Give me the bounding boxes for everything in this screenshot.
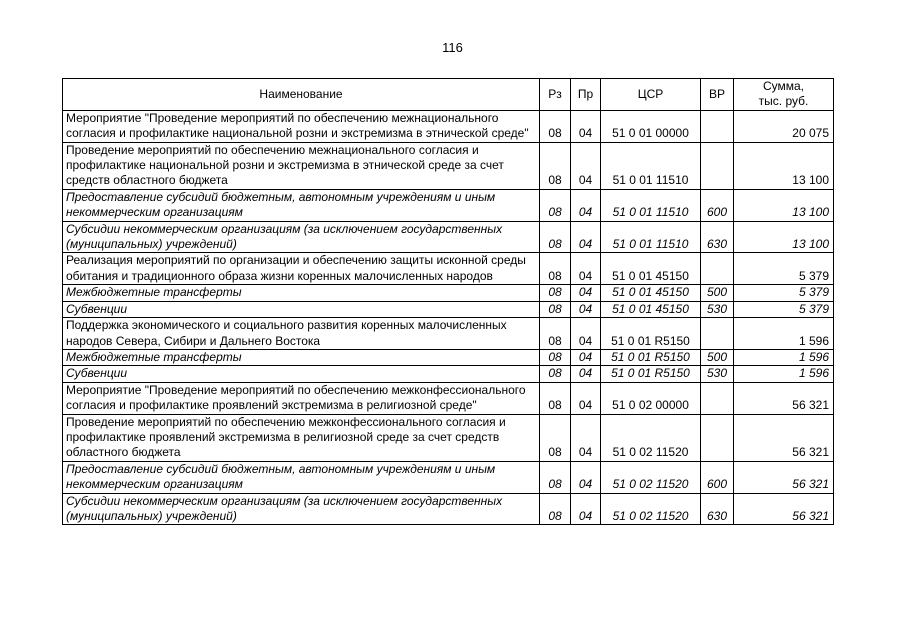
cell-sum: 56 321: [734, 461, 834, 493]
cell-vr: 630: [701, 493, 734, 525]
cell-sum: 1 596: [734, 349, 834, 365]
cell-name: Предоставление субсидий бюджетным, автономным учреждениям и иным некоммерческим организациям: [63, 461, 540, 493]
table-header-row: [63, 79, 834, 111]
cell-rz: 08: [540, 461, 571, 493]
cell-vr: [701, 142, 734, 189]
table-body: [63, 110, 834, 525]
page-number: 116: [442, 40, 463, 55]
table-row: [63, 366, 834, 382]
cell-sum: 5 379: [734, 253, 834, 285]
table-row: [63, 318, 834, 350]
cell-rz: 08: [540, 189, 571, 221]
cell-vr: [701, 110, 734, 142]
header-csr: ЦСР: [601, 79, 701, 111]
cell-csr: 51 0 01 R5150: [601, 318, 701, 350]
cell-rz: 08: [540, 493, 571, 525]
cell-rz: 08: [540, 414, 571, 461]
cell-sum: 13 100: [734, 221, 834, 253]
cell-sum: 5 379: [734, 285, 834, 301]
header-name: Наименование: [63, 79, 540, 111]
cell-name: Мероприятие "Проведение мероприятий по обеспечению межконфессионального согласия и профилактике проявлений экстремизма в религиозной среде": [63, 382, 540, 414]
table-row: [63, 221, 834, 253]
cell-rz: 08: [540, 253, 571, 285]
cell-vr: 500: [701, 349, 734, 365]
table-row: [63, 142, 834, 189]
cell-rz: 08: [540, 221, 571, 253]
cell-pr: 04: [571, 461, 601, 493]
cell-pr: 04: [571, 349, 601, 365]
cell-vr: 600: [701, 461, 734, 493]
cell-csr: 51 0 01 11510: [601, 189, 701, 221]
table-row: [63, 493, 834, 525]
table-row: [63, 349, 834, 365]
cell-rz: 08: [540, 366, 571, 382]
cell-sum: 13 100: [734, 189, 834, 221]
table-row: [63, 382, 834, 414]
header-sum: [734, 79, 834, 111]
cell-pr: 04: [571, 253, 601, 285]
cell-pr: 04: [571, 366, 601, 382]
cell-sum: 56 321: [734, 493, 834, 525]
cell-name: Реализация мероприятий по организации и обеспечению защиты исконной среды обитания и традиционного образа жизни коренных малочисленных народов: [63, 253, 540, 285]
cell-name: Межбюджетные трансферты: [63, 349, 540, 365]
cell-csr: 51 0 01 R5150: [601, 366, 701, 382]
cell-rz: 08: [540, 110, 571, 142]
cell-pr: 04: [571, 142, 601, 189]
table-row: [63, 301, 834, 317]
table-row: [63, 189, 834, 221]
header-rz: Рз: [540, 79, 571, 111]
cell-name: Субвенции: [63, 366, 540, 382]
cell-pr: 04: [571, 493, 601, 525]
table-row: [63, 110, 834, 142]
cell-pr: 04: [571, 221, 601, 253]
cell-vr: [701, 414, 734, 461]
cell-csr: 51 0 02 11520: [601, 414, 701, 461]
cell-csr: 51 0 01 45150: [601, 285, 701, 301]
cell-vr: 630: [701, 221, 734, 253]
cell-name: Субсидии некоммерческим организациям (за исключением государственных (муниципальных) учреждений): [63, 221, 540, 253]
cell-csr: 51 0 01 45150: [601, 253, 701, 285]
cell-csr: 51 0 02 00000: [601, 382, 701, 414]
cell-name: Поддержка экономического и социального развития коренных малочисленных народов Севера, Сибири и Дальнего Востока: [63, 318, 540, 350]
table-row: [63, 414, 834, 461]
cell-pr: 04: [571, 318, 601, 350]
header-vr: ВР: [701, 79, 734, 111]
cell-name: Мероприятие "Проведение мероприятий по обеспечению межнационального согласия и профилактике национальной розни и экстремизма в этнической среде": [63, 110, 540, 142]
cell-name: Проведение мероприятий по обеспечению межконфессионального согласия и профилактике проявлений экстремизма в религиозной среде за счет средств областного бюджета: [63, 414, 540, 461]
cell-sum: 56 321: [734, 382, 834, 414]
cell-name: Проведение мероприятий по обеспечению межнационального согласия и профилактике национальной розни и экстремизма в этнической среде за счет средств областного бюджета: [63, 142, 540, 189]
table-row: [63, 461, 834, 493]
cell-rz: 08: [540, 301, 571, 317]
cell-sum: 56 321: [734, 414, 834, 461]
cell-pr: 04: [571, 301, 601, 317]
cell-name: Предоставление субсидий бюджетным, автономным учреждениям и иным некоммерческим организациям: [63, 189, 540, 221]
cell-sum: 5 379: [734, 301, 834, 317]
cell-vr: [701, 253, 734, 285]
cell-vr: 600: [701, 189, 734, 221]
cell-csr: 51 0 01 11510: [601, 142, 701, 189]
header-sum-line2: тыс. руб.: [758, 94, 809, 109]
cell-pr: 04: [571, 110, 601, 142]
table-row: [63, 253, 834, 285]
cell-rz: 08: [540, 382, 571, 414]
cell-rz: 08: [540, 285, 571, 301]
cell-rz: 08: [540, 318, 571, 350]
cell-pr: 04: [571, 285, 601, 301]
cell-pr: 04: [571, 382, 601, 414]
cell-rz: 08: [540, 349, 571, 365]
cell-csr: 51 0 02 11520: [601, 461, 701, 493]
cell-sum: 20 075: [734, 110, 834, 142]
cell-csr: 51 0 01 11510: [601, 221, 701, 253]
cell-vr: [701, 318, 734, 350]
cell-sum: 13 100: [734, 142, 834, 189]
cell-pr: 04: [571, 414, 601, 461]
cell-name: Межбюджетные трансферты: [63, 285, 540, 301]
cell-csr: 51 0 01 45150: [601, 301, 701, 317]
cell-vr: 530: [701, 301, 734, 317]
cell-pr: 04: [571, 189, 601, 221]
cell-csr: 51 0 02 11520: [601, 493, 701, 525]
cell-csr: 51 0 01 R5150: [601, 349, 701, 365]
table-row: [63, 285, 834, 301]
header-pr: Пр: [571, 79, 601, 111]
cell-rz: 08: [540, 142, 571, 189]
cell-sum: 1 596: [734, 366, 834, 382]
cell-name: Субсидии некоммерческим организациям (за исключением государственных (муниципальных) учреждений): [63, 493, 540, 525]
cell-vr: [701, 382, 734, 414]
budget-table: [62, 78, 834, 525]
cell-vr: 530: [701, 366, 734, 382]
cell-sum: 1 596: [734, 318, 834, 350]
cell-csr: 51 0 01 00000: [601, 110, 701, 142]
cell-vr: 500: [701, 285, 734, 301]
header-sum-line1: Сумма,: [762, 79, 805, 93]
cell-name: Субвенции: [63, 301, 540, 317]
